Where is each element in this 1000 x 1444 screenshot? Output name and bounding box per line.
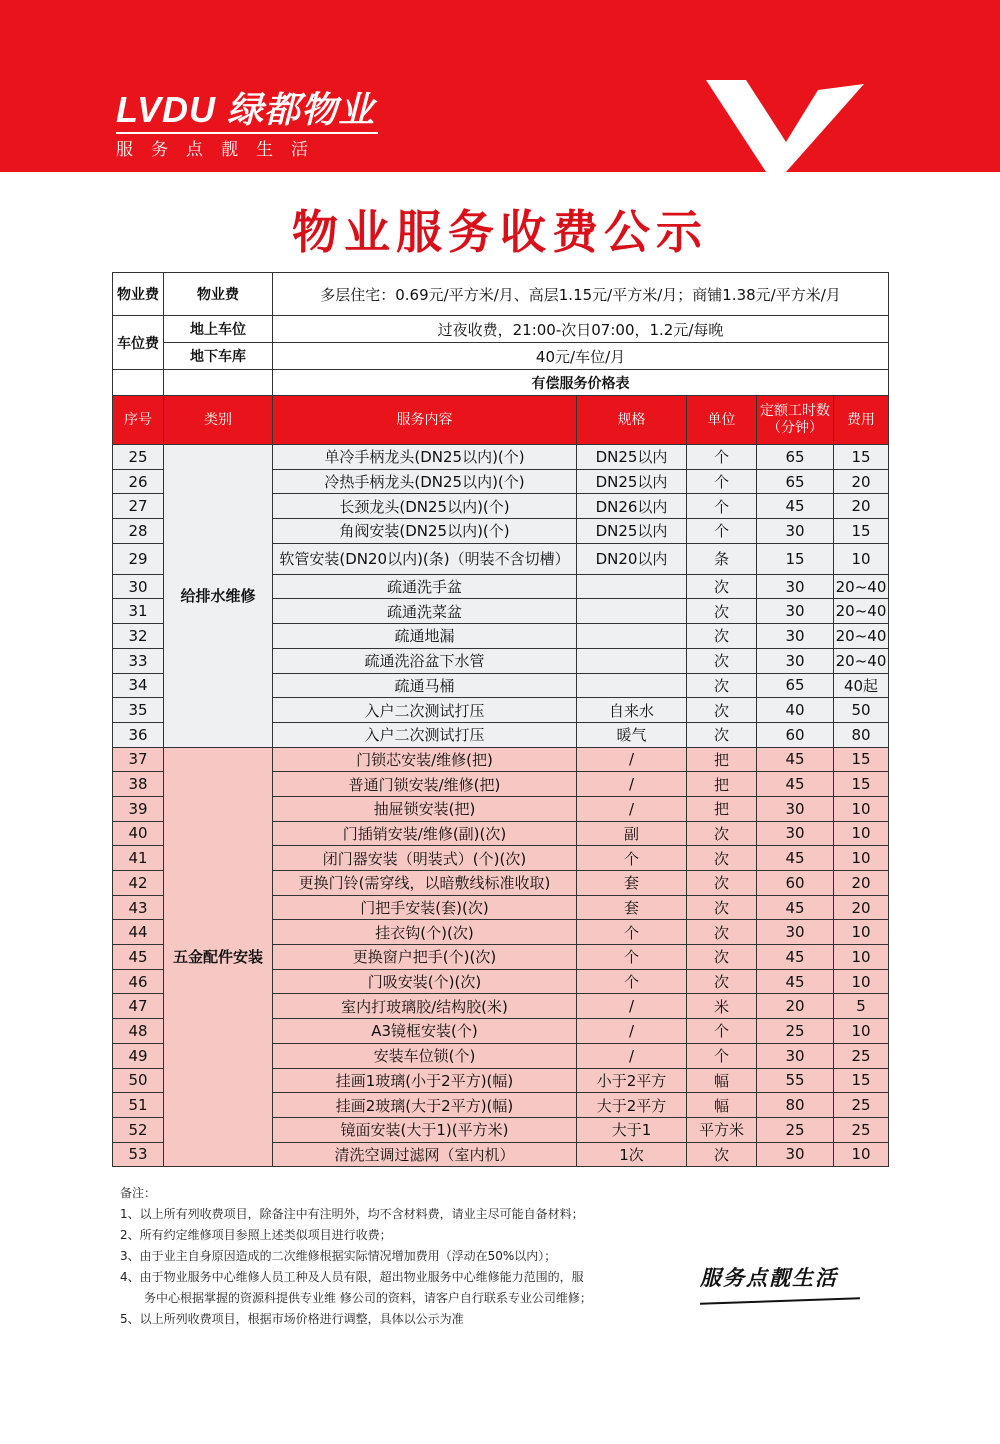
company-logo (116, 90, 378, 160)
service-unit: 次 (687, 722, 757, 747)
service-spec (577, 624, 687, 649)
service-unit: 次 (687, 969, 757, 994)
service-minutes: 45 (757, 747, 834, 772)
service-fee: 20~40 (834, 599, 889, 624)
note-line: 1、以上所有列收费项目，除备注中有注明外，均不含材料费，请业主尽可能自备材料； (120, 1207, 584, 1221)
service-spec: 个 (577, 920, 687, 945)
col-header-spec: 规格 (577, 396, 687, 445)
service-fee: 15 (834, 519, 889, 544)
row-number: 42 (113, 871, 164, 896)
service-unit: 把 (687, 796, 757, 821)
parking-underground-label: 地下车库 (164, 343, 273, 370)
service-minutes: 30 (757, 648, 834, 673)
row-number: 43 (113, 895, 164, 920)
row-number: 49 (113, 1043, 164, 1068)
parking-underground-value: 40元/车位/月 (273, 343, 889, 370)
service-fee: 10 (834, 821, 889, 846)
service-spec: 套 (577, 895, 687, 920)
service-spec: / (577, 1019, 687, 1044)
parking-above-value: 过夜收费，21:00-次日07:00，1.2元/每晚 (273, 316, 889, 343)
row-number: 53 (113, 1142, 164, 1167)
service-spec: 个 (577, 846, 687, 871)
page-title: 物业服务收费公示 (292, 205, 708, 259)
service-content: 清洗空调过滤网（室内机） (273, 1142, 577, 1167)
row-number: 32 (113, 624, 164, 649)
service-spec: 自来水 (577, 698, 687, 723)
service-content: 软管安装(DN20以内)(条)（明装不含切槽） (273, 543, 577, 574)
table-row (113, 445, 889, 470)
service-spec: 大于2平方 (577, 1093, 687, 1118)
service-fee: 20~40 (834, 648, 889, 673)
notes-heading: 备注： (120, 1186, 157, 1200)
service-content: 安装车位锁(个) (273, 1043, 577, 1068)
service-minutes: 20 (757, 994, 834, 1019)
service-spec: DN25以内 (577, 469, 687, 494)
service-fee: 50 (834, 698, 889, 723)
service-unit: 幅 (687, 1093, 757, 1118)
service-minutes: 60 (757, 722, 834, 747)
service-spec: 副 (577, 821, 687, 846)
service-minutes: 55 (757, 1068, 834, 1093)
service-unit: 次 (687, 920, 757, 945)
row-number: 26 (113, 469, 164, 494)
service-content: 挂衣钩(个)(次) (273, 920, 577, 945)
service-fee: 80 (834, 722, 889, 747)
logo-wordmark: LVDU 绿都物业 (116, 89, 376, 130)
service-unit: 把 (687, 747, 757, 772)
service-unit: 个 (687, 445, 757, 470)
service-unit: 平方米 (687, 1117, 757, 1142)
service-spec: 套 (577, 871, 687, 896)
caption-empty-cell (164, 370, 273, 396)
row-number: 35 (113, 698, 164, 723)
row-number: 36 (113, 722, 164, 747)
service-fee: 15 (834, 1068, 889, 1093)
service-content: A3镜框安装(个) (273, 1019, 577, 1044)
parking-fee-row-underground (113, 343, 889, 370)
row-number: 25 (113, 445, 164, 470)
service-spec (577, 574, 687, 599)
service-unit: 次 (687, 624, 757, 649)
row-number: 28 (113, 519, 164, 544)
service-unit: 次 (687, 821, 757, 846)
row-number: 39 (113, 796, 164, 821)
service-content: 疏通洗浴盆下水管 (273, 648, 577, 673)
row-number: 27 (113, 494, 164, 519)
service-unit: 个 (687, 494, 757, 519)
row-number: 29 (113, 543, 164, 574)
service-spec: 暖气 (577, 722, 687, 747)
service-fee: 25 (834, 1043, 889, 1068)
service-fee: 15 (834, 445, 889, 470)
paid-service-caption: 有偿服务价格表 (273, 370, 889, 396)
service-fee: 10 (834, 920, 889, 945)
col-header-fee: 费用 (834, 396, 889, 445)
service-fee: 20 (834, 469, 889, 494)
service-spec: 个 (577, 945, 687, 970)
service-spec (577, 648, 687, 673)
note-line: 3、由于业主自身原因造成的二次维修根据实际情况增加费用（浮动在50%以内）； (120, 1249, 557, 1263)
service-spec: DN26以内 (577, 494, 687, 519)
service-fee: 40起 (834, 673, 889, 698)
service-fee: 15 (834, 747, 889, 772)
parking-fee-row-above (113, 316, 889, 343)
service-minutes: 40 (757, 698, 834, 723)
col-header-unit: 单位 (687, 396, 757, 445)
service-content: 室内打玻璃胶/结构胶(米) (273, 994, 577, 1019)
signature-underline (700, 1297, 860, 1305)
service-spec: DN25以内 (577, 519, 687, 544)
property-fee-label: 物业费 (113, 273, 164, 316)
row-number: 48 (113, 1019, 164, 1044)
service-unit: 次 (687, 574, 757, 599)
service-unit: 个 (687, 519, 757, 544)
service-minutes: 45 (757, 895, 834, 920)
service-fee: 10 (834, 969, 889, 994)
service-content: 入户二次测试打压 (273, 698, 577, 723)
category-hardware: 五金配件安装 (164, 747, 273, 1167)
service-minutes: 45 (757, 969, 834, 994)
parking-above-label: 地上车位 (164, 316, 273, 343)
row-number: 34 (113, 673, 164, 698)
col-header-no: 序号 (113, 396, 164, 445)
row-number: 51 (113, 1093, 164, 1118)
property-fee-sublabel: 物业费 (164, 273, 273, 316)
service-minutes: 80 (757, 1093, 834, 1118)
service-spec (577, 673, 687, 698)
service-unit: 次 (687, 648, 757, 673)
service-unit: 个 (687, 469, 757, 494)
handwritten-signature: 服务点靓生活 (700, 1265, 838, 1290)
service-unit: 次 (687, 945, 757, 970)
category-plumbing: 给排水维修 (164, 445, 273, 748)
service-minutes: 25 (757, 1019, 834, 1044)
service-unit: 次 (687, 698, 757, 723)
row-number: 41 (113, 846, 164, 871)
service-fee: 20 (834, 871, 889, 896)
service-minutes: 30 (757, 574, 834, 599)
caption-empty-cell (113, 370, 164, 396)
service-content: 挂画2玻璃(大于2平方)(幅) (273, 1093, 577, 1118)
service-content: 疏通洗菜盆 (273, 599, 577, 624)
service-fee: 20~40 (834, 574, 889, 599)
service-fee: 10 (834, 945, 889, 970)
service-spec (577, 599, 687, 624)
service-unit: 条 (687, 543, 757, 574)
service-minutes: 45 (757, 945, 834, 970)
service-minutes: 30 (757, 1043, 834, 1068)
property-fee-value: 多层住宅：0.69元/平方米/月、高层1.15元/平方米/月；商铺1.38元/平方米/月 (273, 273, 889, 316)
service-content: 单冷手柄龙头(DN25以内)(个) (273, 445, 577, 470)
service-spec: DN20以内 (577, 543, 687, 574)
service-unit: 次 (687, 1142, 757, 1167)
service-fee: 25 (834, 1093, 889, 1118)
service-spec: 个 (577, 969, 687, 994)
service-content: 长颈龙头(DN25以内)(个) (273, 494, 577, 519)
service-content: 角阀安装(DN25以内)(个) (273, 519, 577, 544)
table-header-row (113, 396, 889, 445)
note-line: 2、所有约定维修项目参照上述类似项目进行收费； (120, 1228, 392, 1242)
service-minutes: 30 (757, 796, 834, 821)
service-fee: 5 (834, 994, 889, 1019)
service-minutes: 45 (757, 846, 834, 871)
service-content: 镜面安装(大于1)(平方米) (273, 1117, 577, 1142)
service-minutes: 45 (757, 772, 834, 797)
service-spec: 1次 (577, 1142, 687, 1167)
v-brand-mark-icon (706, 80, 866, 172)
row-number: 46 (113, 969, 164, 994)
notes-section (120, 1183, 680, 1330)
service-minutes: 65 (757, 673, 834, 698)
row-number: 30 (113, 574, 164, 599)
fee-table (112, 272, 889, 1167)
service-minutes: 65 (757, 445, 834, 470)
row-number: 50 (113, 1068, 164, 1093)
service-content: 闭门器安装（明装式）(个)(次) (273, 846, 577, 871)
row-number: 47 (113, 994, 164, 1019)
service-fee: 10 (834, 846, 889, 871)
service-unit: 米 (687, 994, 757, 1019)
service-minutes: 30 (757, 519, 834, 544)
service-minutes: 65 (757, 469, 834, 494)
service-fee: 15 (834, 772, 889, 797)
col-header-content: 服务内容 (273, 396, 577, 445)
service-minutes: 30 (757, 599, 834, 624)
service-fee: 20 (834, 494, 889, 519)
service-content: 更换门铃(需穿线，以暗敷线标准收取) (273, 871, 577, 896)
service-content: 疏通洗手盆 (273, 574, 577, 599)
row-number: 52 (113, 1117, 164, 1142)
service-fee: 10 (834, 1019, 889, 1044)
service-unit: 次 (687, 599, 757, 624)
service-minutes: 60 (757, 871, 834, 896)
service-content: 门把手安装(套)(次) (273, 895, 577, 920)
service-content: 入户二次测试打压 (273, 722, 577, 747)
service-spec: / (577, 747, 687, 772)
service-fee: 20 (834, 895, 889, 920)
row-number: 38 (113, 772, 164, 797)
service-minutes: 45 (757, 494, 834, 519)
logo-divider (116, 132, 378, 134)
service-unit: 次 (687, 673, 757, 698)
service-fee: 10 (834, 796, 889, 821)
service-minutes: 15 (757, 543, 834, 574)
service-unit: 个 (687, 1043, 757, 1068)
service-unit: 幅 (687, 1068, 757, 1093)
service-unit: 个 (687, 1019, 757, 1044)
service-minutes: 30 (757, 1142, 834, 1167)
service-spec: 小于2平方 (577, 1068, 687, 1093)
service-fee: 10 (834, 543, 889, 574)
header-banner (0, 0, 1000, 172)
service-content: 门吸安装(个)(次) (273, 969, 577, 994)
service-content: 门锁芯安装/维修(把) (273, 747, 577, 772)
service-unit: 把 (687, 772, 757, 797)
service-spec: / (577, 994, 687, 1019)
service-unit: 次 (687, 871, 757, 896)
service-spec: 大于1 (577, 1117, 687, 1142)
service-content: 冷热手柄龙头(DN25以内)(个) (273, 469, 577, 494)
service-fee: 10 (834, 1142, 889, 1167)
service-spec: / (577, 1043, 687, 1068)
note-line: 务中心根据掌握的资源科提供专业维 修公司的资料，请客户自行联系专业公司维修； (144, 1291, 592, 1305)
row-number: 44 (113, 920, 164, 945)
col-header-minutes: 定额工时数（分钟） (757, 396, 834, 445)
service-fee: 20~40 (834, 624, 889, 649)
row-number: 33 (113, 648, 164, 673)
service-unit: 次 (687, 846, 757, 871)
row-number: 45 (113, 945, 164, 970)
service-unit: 次 (687, 895, 757, 920)
row-number: 37 (113, 747, 164, 772)
service-minutes: 25 (757, 1117, 834, 1142)
logo-slogan: 服务点靓生活 (116, 140, 326, 160)
service-content: 门插销安装/维修(副)(次) (273, 821, 577, 846)
property-fee-row (113, 273, 889, 316)
service-content: 疏通地漏 (273, 624, 577, 649)
row-number: 31 (113, 599, 164, 624)
service-fee: 25 (834, 1117, 889, 1142)
service-content: 疏通马桶 (273, 673, 577, 698)
service-spec: / (577, 772, 687, 797)
note-line: 5、以上所列收费项目，根据市场价格进行调整，具体以公示为准 (120, 1312, 464, 1326)
parking-fee-label: 车位费 (113, 316, 164, 370)
service-content: 普通门锁安装/维修(把) (273, 772, 577, 797)
row-number: 40 (113, 821, 164, 846)
service-minutes: 30 (757, 920, 834, 945)
service-content: 挂画1玻璃(小于2平方)(幅) (273, 1068, 577, 1093)
note-line: 4、由于物业服务中心维修人员工种及人员有限，超出物业服务中心维修能力范围的，服 (120, 1270, 584, 1284)
service-content: 更换窗户把手(个)(次) (273, 945, 577, 970)
table-row (113, 747, 889, 772)
paid-service-caption-row (113, 370, 889, 396)
col-header-category: 类别 (164, 396, 273, 445)
service-minutes: 30 (757, 624, 834, 649)
service-content: 抽屉锁安装(把) (273, 796, 577, 821)
service-minutes: 30 (757, 821, 834, 846)
service-spec: DN25以内 (577, 445, 687, 470)
service-spec: / (577, 796, 687, 821)
